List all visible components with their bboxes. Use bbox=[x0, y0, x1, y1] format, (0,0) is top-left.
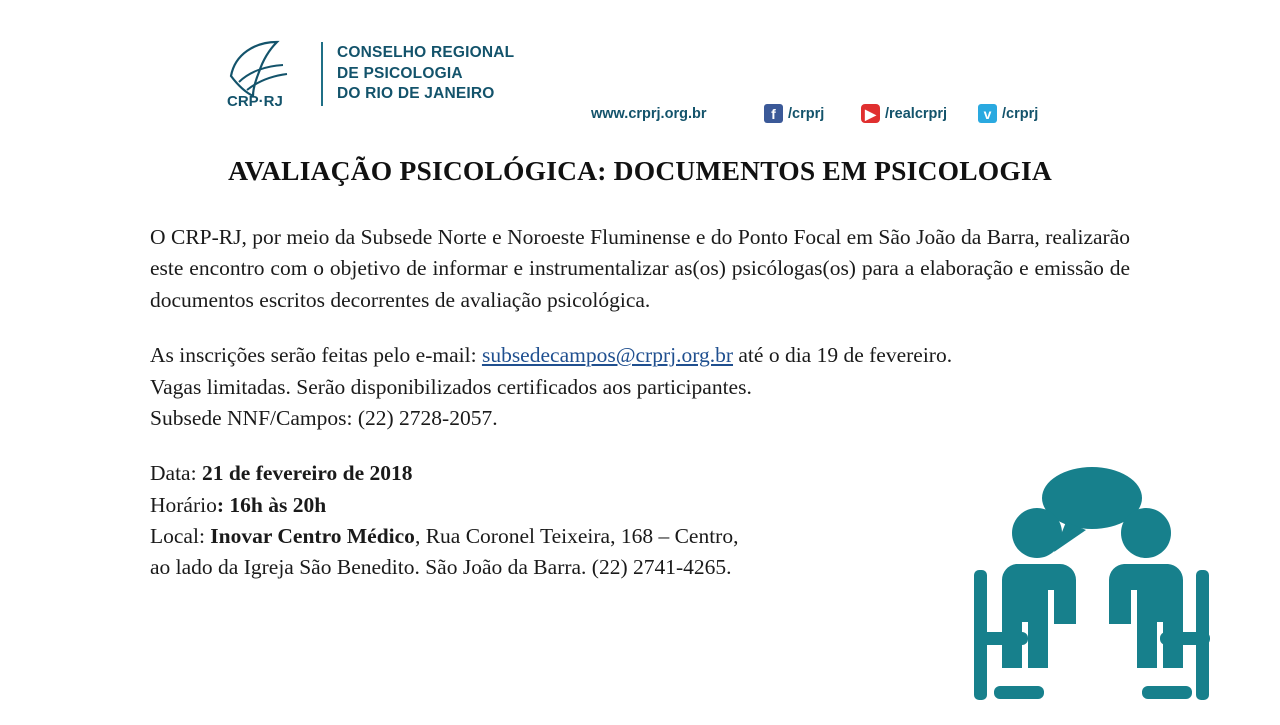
event-date-label: Data: bbox=[150, 461, 202, 486]
youtube-handle[interactable] bbox=[861, 104, 947, 123]
event-place-rest: , Rua Coronel Teixeira, 168 – Centro, bbox=[414, 524, 739, 548]
svg-text:CRP·RJ: CRP·RJ bbox=[227, 93, 283, 110]
org-line-1: CONSELHO REGIONAL bbox=[337, 44, 515, 62]
signup-prefix: As inscrições serão feitas pelo e-mail: bbox=[150, 343, 482, 368]
facebook-handle[interactable] bbox=[764, 104, 824, 123]
org-line-3: DO RIO DE JANEIRO bbox=[337, 85, 495, 103]
youtube-handle-label: /realcrprj bbox=[885, 105, 948, 122]
twitter-icon: ᴠ bbox=[978, 104, 997, 123]
organization-name bbox=[337, 43, 514, 105]
signup-email-link[interactable]: subsedecampos@crprj.org.br bbox=[481, 343, 734, 368]
crp-logo bbox=[225, 38, 514, 110]
crp-logo-mark-icon bbox=[225, 38, 317, 110]
website-link[interactable]: www.crprj.org.br bbox=[591, 106, 707, 122]
page-header bbox=[0, 34, 1280, 122]
facebook-handle-label: /crprj bbox=[788, 105, 825, 122]
twitter-handle[interactable] bbox=[978, 104, 1038, 123]
youtube-icon: ▶ bbox=[861, 104, 880, 123]
phone-line: Subsede NNF/Campos: (22) 2728-2057. bbox=[150, 405, 498, 430]
event-time-label: Horário bbox=[150, 492, 217, 517]
limited-seats-line: Vagas limitadas. Serão disponibilizados certificados aos participantes. bbox=[150, 374, 752, 399]
twitter-handle-label: /crprj bbox=[1002, 105, 1039, 122]
intro-paragraph: O CRP-RJ, por meio da Subsede Norte e Noroeste Fluminense e do Ponto Focal em São João da Barra, realizarão este encontro com o objetivo de informar e instrumentalizar as(os) psicólogas(os) para a elaboração e emissão de documentos escritos decorrentes de avaliação psicológica. bbox=[150, 225, 1130, 312]
signup-suffix: até o dia 19 de fevereiro. bbox=[733, 343, 953, 368]
event-time-value: : 16h às 20h bbox=[216, 492, 327, 517]
event-date-value: 21 de fevereiro de 2018 bbox=[201, 461, 413, 486]
spacer bbox=[150, 316, 1130, 340]
event-place-line2: ao lado da Igreja São Benedito. São João da Barra. (22) 2741-4265. bbox=[150, 555, 732, 580]
event-place-label: Local: bbox=[150, 524, 211, 548]
org-line-2: DE PSICOLOGIA bbox=[337, 64, 463, 82]
page-title: AVALIAÇÃO PSICOLÓGICA: DOCUMENTOS EM PSICOLOGIA bbox=[228, 155, 1052, 186]
conversation-illustration-icon bbox=[974, 460, 1244, 720]
logo-divider bbox=[321, 42, 323, 106]
signup-line bbox=[150, 340, 1130, 371]
facebook-icon: f bbox=[764, 104, 783, 123]
spacer-2 bbox=[150, 434, 1130, 458]
event-place-value: Inovar Centro Médico bbox=[210, 524, 415, 548]
